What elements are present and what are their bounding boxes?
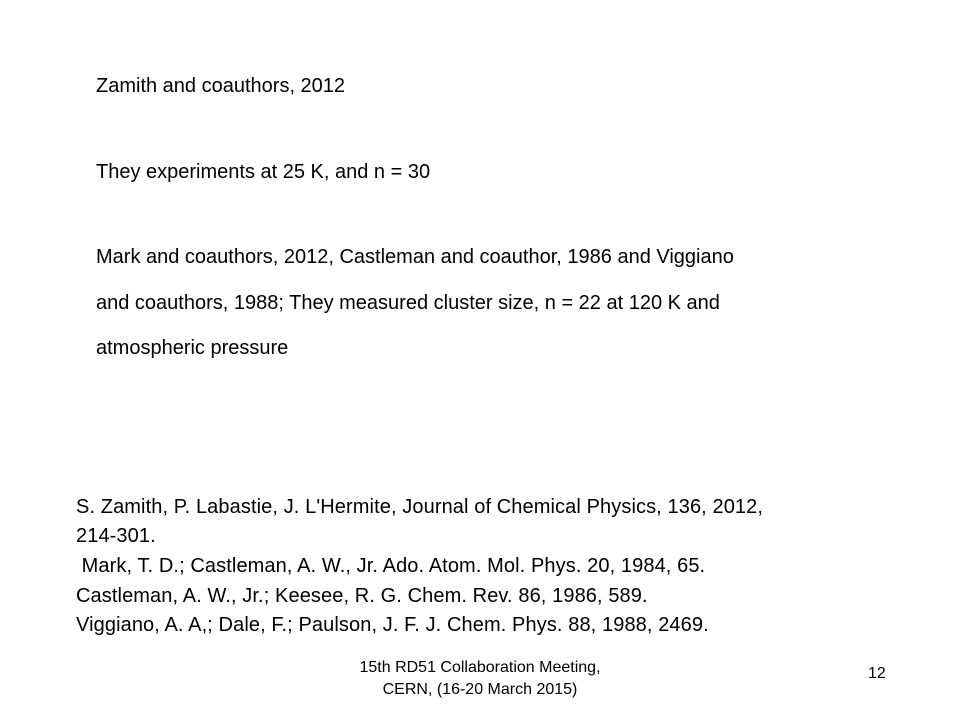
footer-line-1: 15th RD51 Collaboration Meeting, <box>359 659 601 676</box>
reference-line-2: 214-301. <box>76 525 156 547</box>
reference-line-3: Mark, T. D.; Castleman, A. W., Jr. Ado. Atom. Mol. Phys. 20, 1984, 65. <box>76 555 706 577</box>
reference-line-5: Viggiano, A. A,; Dale, F.; Paulson, J. F. J. Chem. Phys. 88, 1988, 2469. <box>76 614 709 636</box>
footer-line-2: CERN, (16-20 March 2015) <box>382 681 578 698</box>
body-para-line-2: and coauthors, 1988; They measured cluster size, n = 22 at 120 K and <box>96 292 720 314</box>
body-para-line-3: atmospheric pressure <box>96 337 289 359</box>
reference-line-1: S. Zamith, P. Labastie, J. L'Hermite, Journal of Chemical Physics, 136, 2012, <box>76 496 764 518</box>
body-line-zamith: Zamith and coauthors, 2012 <box>96 75 346 97</box>
reference-line-4: Castleman, A. W., Jr.; Keesee, R. G. Chem. Rev. 86, 1986, 589. <box>76 585 648 607</box>
page-number: 12 <box>868 665 886 682</box>
body-line-experiments: They experiments at 25 K, and n = 30 <box>96 161 431 183</box>
body-para-line-1: Mark and coauthors, 2012, Castleman and coauthor, 1986 and Viggiano <box>96 246 734 268</box>
footer-text <box>300 657 660 701</box>
